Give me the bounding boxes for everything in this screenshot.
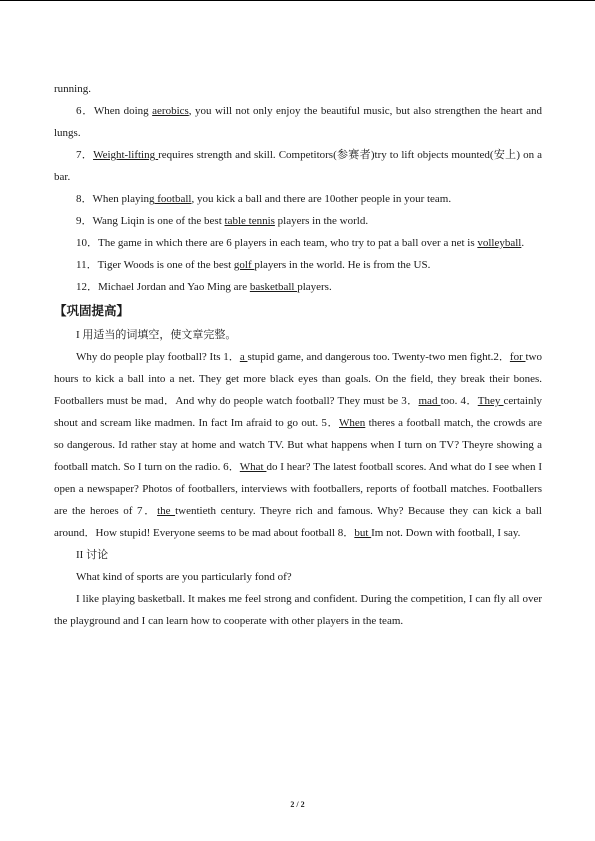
answer-blank: What [239,461,267,473]
paragraph-continuation: running. [54,83,91,95]
answer-blank: When [339,417,366,429]
answer-blank: a [239,351,248,363]
answer-blank: aerobics [152,105,189,117]
item-11: 11．Tiger Woods is one of the best golf players in the world. He is from the US. [76,259,431,271]
answer-blank: They [477,395,504,407]
answer-blank: mad [418,395,441,407]
discussion-answer: I like playing basketball. It makes me feel strong and confident. During the competition, I can fly all over the playground and I can learn how to cooperate with other players in the team. [54,593,542,627]
document-body [54,78,542,632]
cloze-passage: Why do people play football? Its 1．a stupid game, and dangerous too. Twenty-two men fight.2．for two hours to kick a ball into a net. They get more black eyes than goals. On the field, they break their bones. Footballers must be mad．And why do people watch football? They must be 3．mad too. 4．They certainly shout and scream like madmen. In fact Im afraid to go out. 5．When theres a football match, the crowds are so dangerous. Id rather stay at home and watch TV. But what happens when I turn on TV? Theyre showing a football match. So I turn on the radio. 6．What do I hear? The latest football scores. And what do I see when I open a newspaper? Photos of footballers, interviews with footballers, reports of football matches. Footballers are the heroes of 7．the twentieth century. Theyre rich and famous. Why? Because they can kick a ball around．How stupid! Everyone seems to be mad about football 8．but Im not. Down with football, I say. [54,351,542,539]
answer-blank: football [154,193,192,205]
answer-blank: basketball [249,281,298,293]
item-8: 8．When playing football, you kick a ball and there are 10other people in your team. [76,193,452,205]
section-2-title: II 讨论 [76,549,109,561]
section-heading: 【巩固提高】 [54,303,130,318]
item-9: 9．Wang Liqin is one of the best table tennis players in the world. [76,215,369,227]
answer-blank: but [354,527,372,539]
answer-blank: Weight-lifting [93,149,159,161]
item-7: 7．Weight-lifting requires strength and skill. Competitors(参赛者)try to lift objects mounted(安上) on a bar. [54,149,542,183]
answer-blank: for [509,351,526,363]
top-border-line [0,0,595,1]
answer-blank: volleyball [477,237,522,249]
section-1-title: I 用适当的词填空，使文章完整。 [76,329,237,341]
answer-blank: golf [233,259,255,271]
page-number: 2 / 2 [290,800,305,809]
item-6: 6．When doing aerobics, you will not only enjoy the beautiful music, but also strengthen the heart and lungs. [54,105,543,139]
item-12: 12．Michael Jordan and Yao Ming are basketball players. [76,281,332,293]
item-10: 10．The game in which there are 6 players in each team, who try to pat a ball over a net is volleyball. [76,237,525,249]
answer-blank: table tennis [224,215,275,227]
discussion-question: What kind of sports are you particularly fond of? [76,571,292,583]
answer-blank: the [157,505,176,517]
